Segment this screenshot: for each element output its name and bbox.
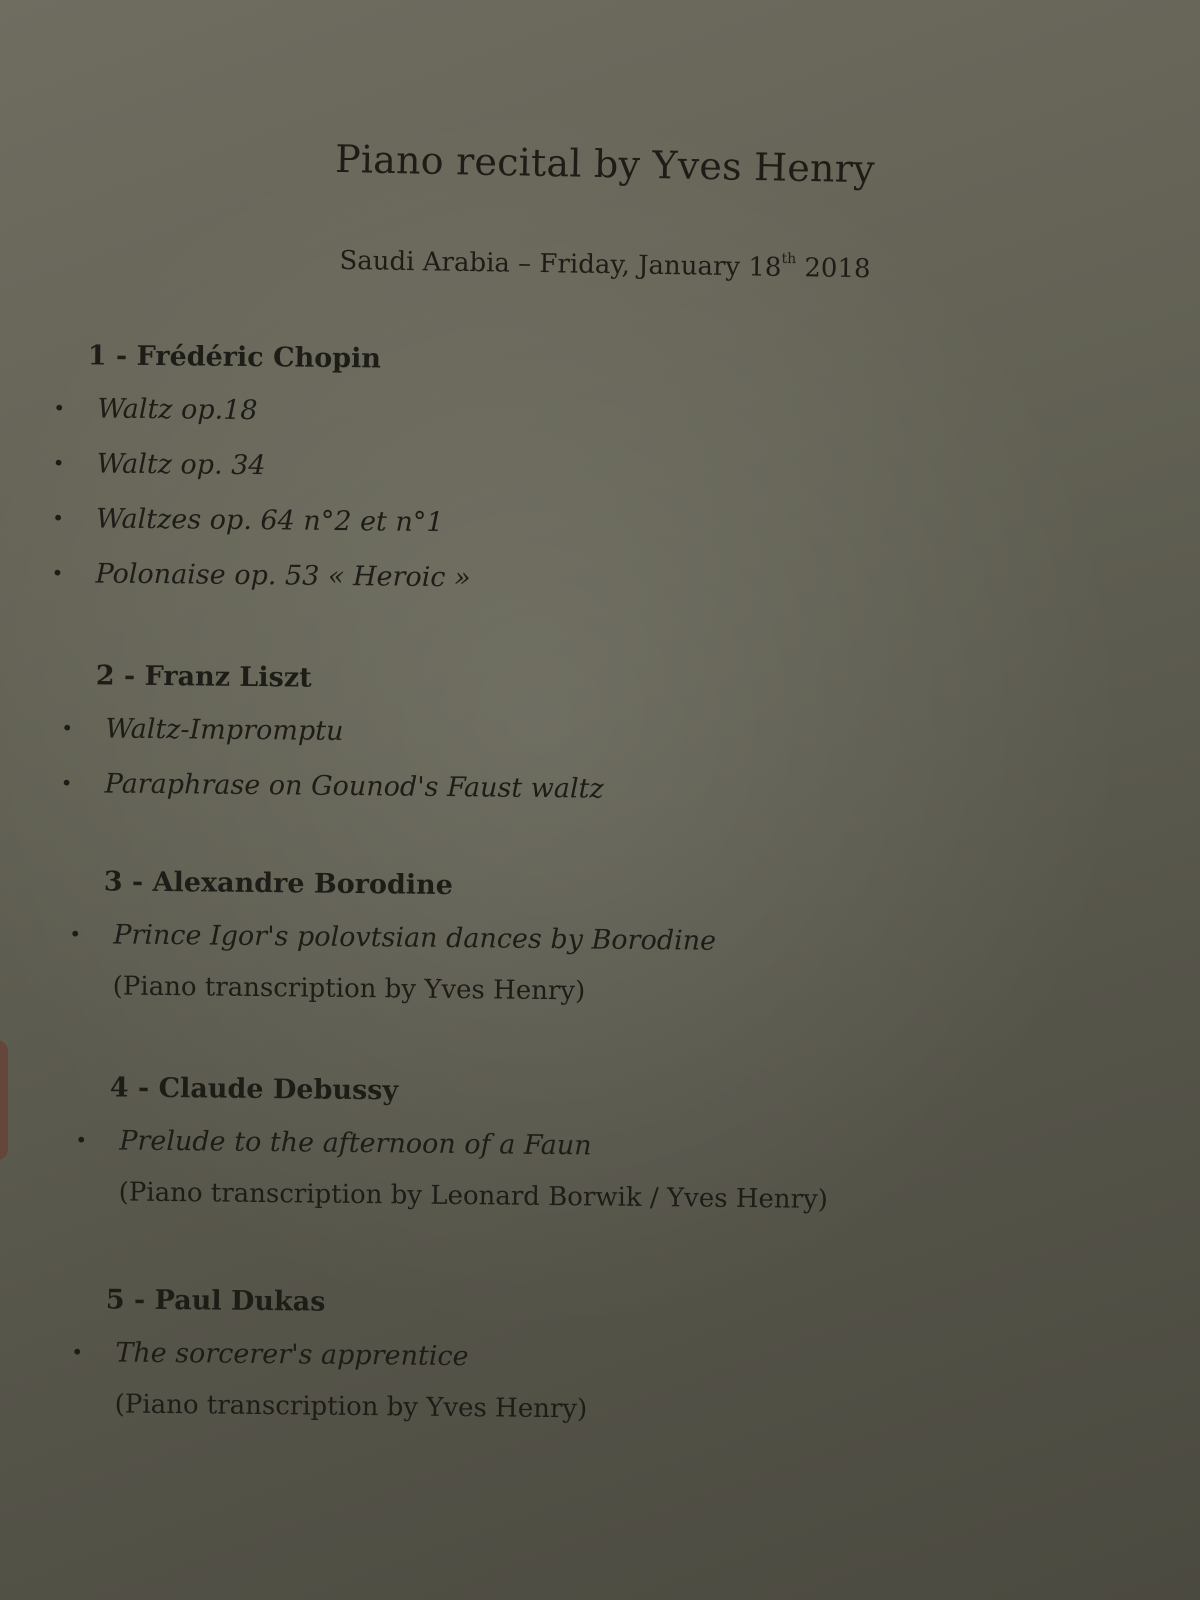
piece-item — [52, 491, 472, 550]
transcription-note: (Piano transcription by Leonard Borwik / Yves Henry) — [118, 1177, 829, 1215]
piece-item — [60, 756, 604, 817]
program-section-borodine — [68, 866, 716, 1017]
program-section-debussy — [74, 1072, 829, 1224]
date-ordinal-suffix: th — [781, 250, 797, 268]
piece-item — [53, 381, 473, 440]
transcription-note: (Piano transcription by Yves Henry) — [112, 971, 586, 1007]
piece-item — [71, 1325, 588, 1385]
bullet-icon: • — [75, 1127, 88, 1153]
piece-title: Polonaise op. 53 « Heroic » — [95, 558, 471, 594]
composer-heading: 5 - Paul Dukas — [105, 1284, 326, 1318]
piece-title: Waltz op. 34 — [96, 448, 266, 482]
transcription-note: (Piano transcription by Yves Henry) — [114, 1389, 588, 1425]
piece-item — [51, 546, 471, 605]
page-title: Piano recital by Yves Henry — [334, 136, 876, 192]
program-section-liszt — [60, 660, 605, 817]
composer-heading: 2 - Franz Liszt — [95, 660, 312, 694]
bullet-icon: • — [60, 770, 73, 796]
bullet-icon: • — [53, 395, 66, 421]
composer-heading: 1 - Frédéric Chopin — [87, 340, 382, 375]
piece-title: Waltz-Impromptu — [105, 713, 344, 747]
piece-title: Prelude to the afternoon of a Faun — [119, 1125, 592, 1162]
piece-item — [61, 701, 605, 762]
event-location-date: Saudi Arabia – Friday, January 18 — [339, 245, 782, 283]
piece-title: Paraphrase on Gounod's Faust waltz — [104, 768, 604, 805]
program-section-chopin — [51, 340, 473, 605]
piece-title: Waltz op.18 — [97, 393, 258, 427]
bullet-icon: • — [71, 1339, 84, 1365]
bullet-icon: • — [69, 921, 82, 947]
piece-title: The sorcerer's apprentice — [115, 1337, 469, 1373]
program-section-dukas — [70, 1284, 588, 1433]
event-year: 2018 — [804, 253, 871, 285]
composer-heading: 3 - Alexandre Borodine — [103, 866, 454, 902]
composer-heading: 4 - Claude Debussy — [109, 1072, 399, 1107]
bullet-icon: • — [52, 450, 65, 476]
piece-item — [52, 436, 472, 495]
bullet-icon: • — [51, 560, 64, 586]
bullet-icon: • — [52, 505, 65, 531]
piece-title: Waltzes op. 64 n°2 et n°1 — [95, 503, 444, 539]
piece-item — [75, 1113, 829, 1176]
background-object-edge — [0, 1040, 8, 1160]
bullet-icon: • — [61, 715, 74, 741]
piece-item — [69, 907, 716, 969]
event-date-line — [0, 241, 1200, 290]
piece-title: Prince Igor's polovtsian dances by Borodine — [113, 919, 717, 957]
